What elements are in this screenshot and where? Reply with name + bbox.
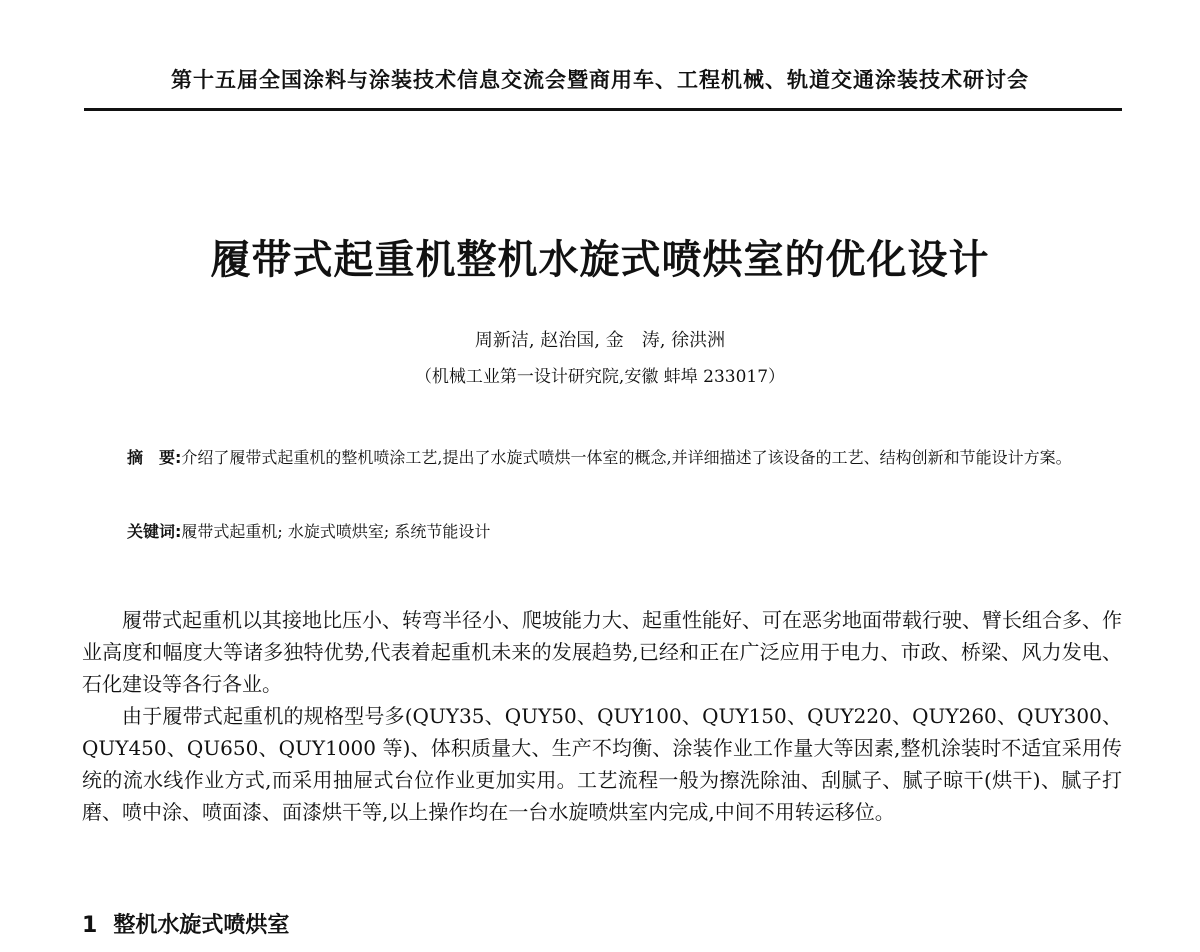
paragraph: 由于履带式起重机的规格型号多(QUY35、QUY50、QUY100、QUY150、QUY220、QUY260、QUY300、QUY450、QU650、QUY1000 等)、体积质量大、生产不均衡、涂装作业工作量大等因素,整机涂装时不适宜采用传统的流水线作业方式,而采用抽屉式台位作业更加实用。工艺流程一般为擦洗除油、刮腻子、腻子晾干(烘干)、腻子打磨、喷中涂、喷面漆、面漆烘干等,以上操作均在一台水旋喷烘室内完成,中间不用转运移位。 [82, 704, 1122, 824]
keywords-text: 履带式起重机; 水旋式喷烘室; 系统节能设计 [181, 522, 491, 541]
keywords-label: 关键词: [127, 522, 182, 541]
section-number: 1 [82, 913, 98, 938]
affiliation: （机械工业第一设计研究院,安徽 蚌埠 233017） [414, 367, 786, 387]
paragraph: 履带式起重机以其接地比压小、转弯半径小、爬坡能力大、起重性能好、可在恶劣地面带载行驶、臂长组合多、作业高度和幅度大等诸多独特优势,代表着起重机未来的发展趋势,已经和正在广泛应用于电力、市政、桥梁、风力发电、石化建设等各行各业。 [82, 608, 1122, 696]
abstract-text: 介绍了履带式起重机的整机喷涂工艺,提出了水旋式喷烘一体室的概念,并详细描述了该设备的工艺、结构创新和节能设计方案。 [181, 448, 1072, 467]
conference-header: 第十五届全国涂料与涂装技术信息交流会暨商用车、工程机械、轨道交通涂装技术研讨会 [171, 67, 1029, 92]
header-divider [84, 108, 1122, 111]
abstract [127, 440, 1117, 476]
author-list: 周新洁, 赵治国, 金 涛, 徐洪洲 [474, 330, 726, 351]
paper-title: 履带式起重机整机水旋式喷烘室的优化设计 [210, 237, 990, 283]
body-text [82, 604, 1122, 828]
keywords [127, 517, 1117, 547]
abstract-label: 摘 要: [127, 448, 182, 467]
section-title: 整机水旋式喷烘室 [113, 913, 290, 938]
section-heading [82, 908, 305, 939]
